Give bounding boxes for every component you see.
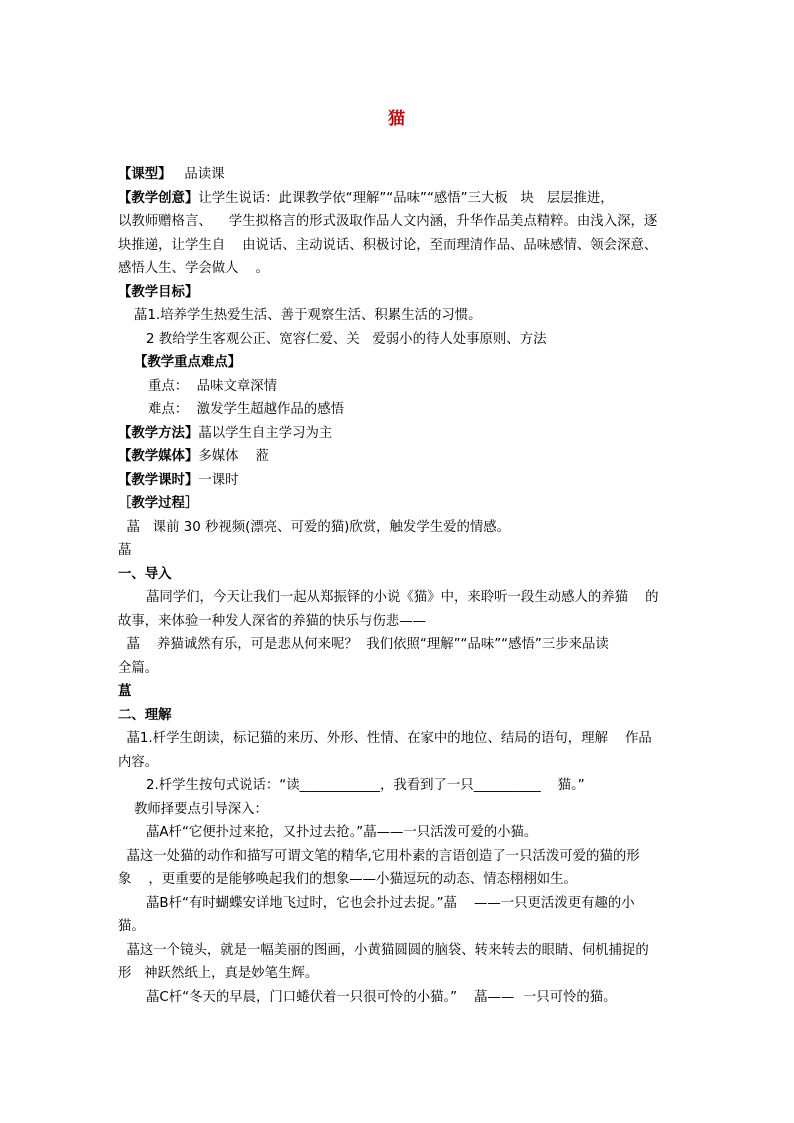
document-line: [118, 398, 678, 422]
document-line: [118, 821, 678, 845]
line-text: 故事，来体验一种发人深省的养猫的快乐与伤悲——: [118, 613, 426, 629]
document-line: [118, 727, 678, 751]
line-text: 猫。: [118, 919, 145, 934]
document-line: [118, 563, 678, 587]
line-text: 蕌 养猫诚然有乐，可是悲从何来呢？ 我们依照“理解”“品味”“感悟”三步来品读: [118, 637, 609, 652]
line-text: 形 神跃然纸上，真是妙笔生辉。: [118, 966, 319, 981]
document-line: [118, 469, 678, 493]
document-line: [118, 986, 678, 1010]
document-line: [118, 234, 678, 258]
line-text: 象 ，更重要的是能够唤起我们的想象——小猫逗玩的动态、情态栩栩如生。: [118, 872, 577, 887]
line-text: 2.杄学生按句式说话：“读____________，我看到了一只__________ 猫。”: [146, 778, 585, 793]
document-line: [118, 210, 678, 234]
document-body: [118, 163, 678, 1009]
line-text: 教师择要点引导深入：: [134, 801, 268, 817]
line-text: 内容。: [118, 754, 159, 770]
line-text: 蕌 课前 30 秒视频(漂亮、可爱的猫)欣赏，触发学生爱的情感。: [118, 519, 511, 535]
document-line: [118, 187, 678, 211]
document-line: [118, 798, 678, 822]
line-text: 感悟人生、学会做人 。: [118, 261, 269, 276]
line-text: 全篇。: [118, 660, 159, 676]
document-line: [118, 704, 678, 728]
document-line: [118, 375, 678, 399]
document-line: [118, 281, 678, 305]
line-text: 蕌B杄“有时蝴蝶安详地飞过时，它也会扑过去捉。”蕌 ——一只更活泼更有趣的小: [146, 895, 635, 911]
section-label: 【教学媒体】: [118, 449, 199, 464]
document-line: [118, 516, 678, 540]
section-label: 【教学方法】: [118, 425, 199, 441]
line-text: 蕌1.杄学生朗读，标记猫的来历、外形、性情、在家中的地位、结局的语句，理解 作品: [118, 731, 652, 746]
section-label: 一、导入: [118, 566, 172, 582]
document-line: [118, 774, 678, 798]
line-text: 以教师赠格言、 学生拟格言的形式汲取作品人文内涵，升华作品美点精粹。由浅入深，逐: [118, 214, 658, 229]
document-line: [118, 962, 678, 986]
line-text: 蕌以学生自主学习为主: [198, 425, 333, 441]
line-text: 重点： 品味文章深情: [148, 378, 278, 394]
document-line: [118, 751, 678, 775]
document-line: [118, 257, 678, 281]
document-line: [118, 892, 678, 916]
line-text: 一课时: [198, 472, 239, 488]
line-text: 蕌这一个镜头，就是一幅美丽的图画，小黄猫圆圆的脑袋、转来转去的眼睛、伺机捕捉的: [118, 942, 649, 958]
document-line: [118, 539, 678, 563]
line-text: 蕌C杄“冬天的早晨，门口蜷伏着一只很可怜的小猫。” 蕌—— 一只可怜的猫。: [146, 989, 617, 1005]
section-label: 【课型】: [118, 167, 172, 182]
document-line: [118, 445, 678, 469]
line-text: 多媒体 蒞: [198, 449, 269, 464]
document-line: [118, 680, 678, 704]
line-text: 蕌同学们，今天让我们一起从郑振铎的小说《猫》中，来聆听一段生动感人的养猫 的: [146, 590, 659, 605]
section-label: 蒀: [118, 684, 132, 699]
section-label: ［教学过程］: [118, 496, 199, 511]
line-text: 蕌这一处猫的动作和描写可谓文笔的精华,它用朴素的言语创造了一只活泼可爱的猫的形: [118, 848, 640, 864]
document-line: [118, 163, 678, 187]
document-line: [118, 351, 678, 375]
line-text: 蕌A杄“它便扑过来抢，又扑过去抢。”蕌——一只活泼可爱的小猫。: [146, 825, 538, 840]
section-label: 【教学重点难点】: [134, 355, 242, 370]
document-title: 猫: [388, 109, 406, 129]
document-line: [118, 328, 678, 352]
document-line: [118, 304, 678, 328]
document-line: [118, 657, 678, 681]
line-text: 难点： 激发学生超越作品的感悟: [148, 402, 344, 417]
line-text: 块推递，让学生自 由说话、主动说话、积极讨论，至而理清作品、品味感情、领会深意、: [118, 237, 658, 253]
document-line: [118, 422, 678, 446]
document-line: [118, 586, 678, 610]
section-label: 【教学创意】: [118, 190, 199, 206]
line-text: 让学生说话：此课教学依“理解”“品味”“感悟”三大板 块 层层推进，: [198, 190, 614, 206]
section-label: 【教学目标】: [118, 284, 199, 300]
section-label: 【教学课时】: [118, 472, 199, 488]
line-text: 蕌: [118, 543, 132, 558]
line-text: 蕌1.培养学生热爱生活、善于观察生活、积累生活的习惯。: [134, 308, 482, 323]
line-text: 品读课: [171, 167, 225, 182]
line-text: 2 教给学生客观公正、宽容仁爱、关 爱弱小的待人处事原则、方法: [146, 331, 547, 347]
document-line: [118, 915, 678, 939]
document-line: [118, 492, 678, 516]
document-line: [118, 610, 678, 634]
document-line: [118, 939, 678, 963]
section-label: 二、理解: [118, 707, 172, 723]
document-line: [118, 633, 678, 657]
document-line: [118, 845, 678, 869]
document-line: [118, 868, 678, 892]
